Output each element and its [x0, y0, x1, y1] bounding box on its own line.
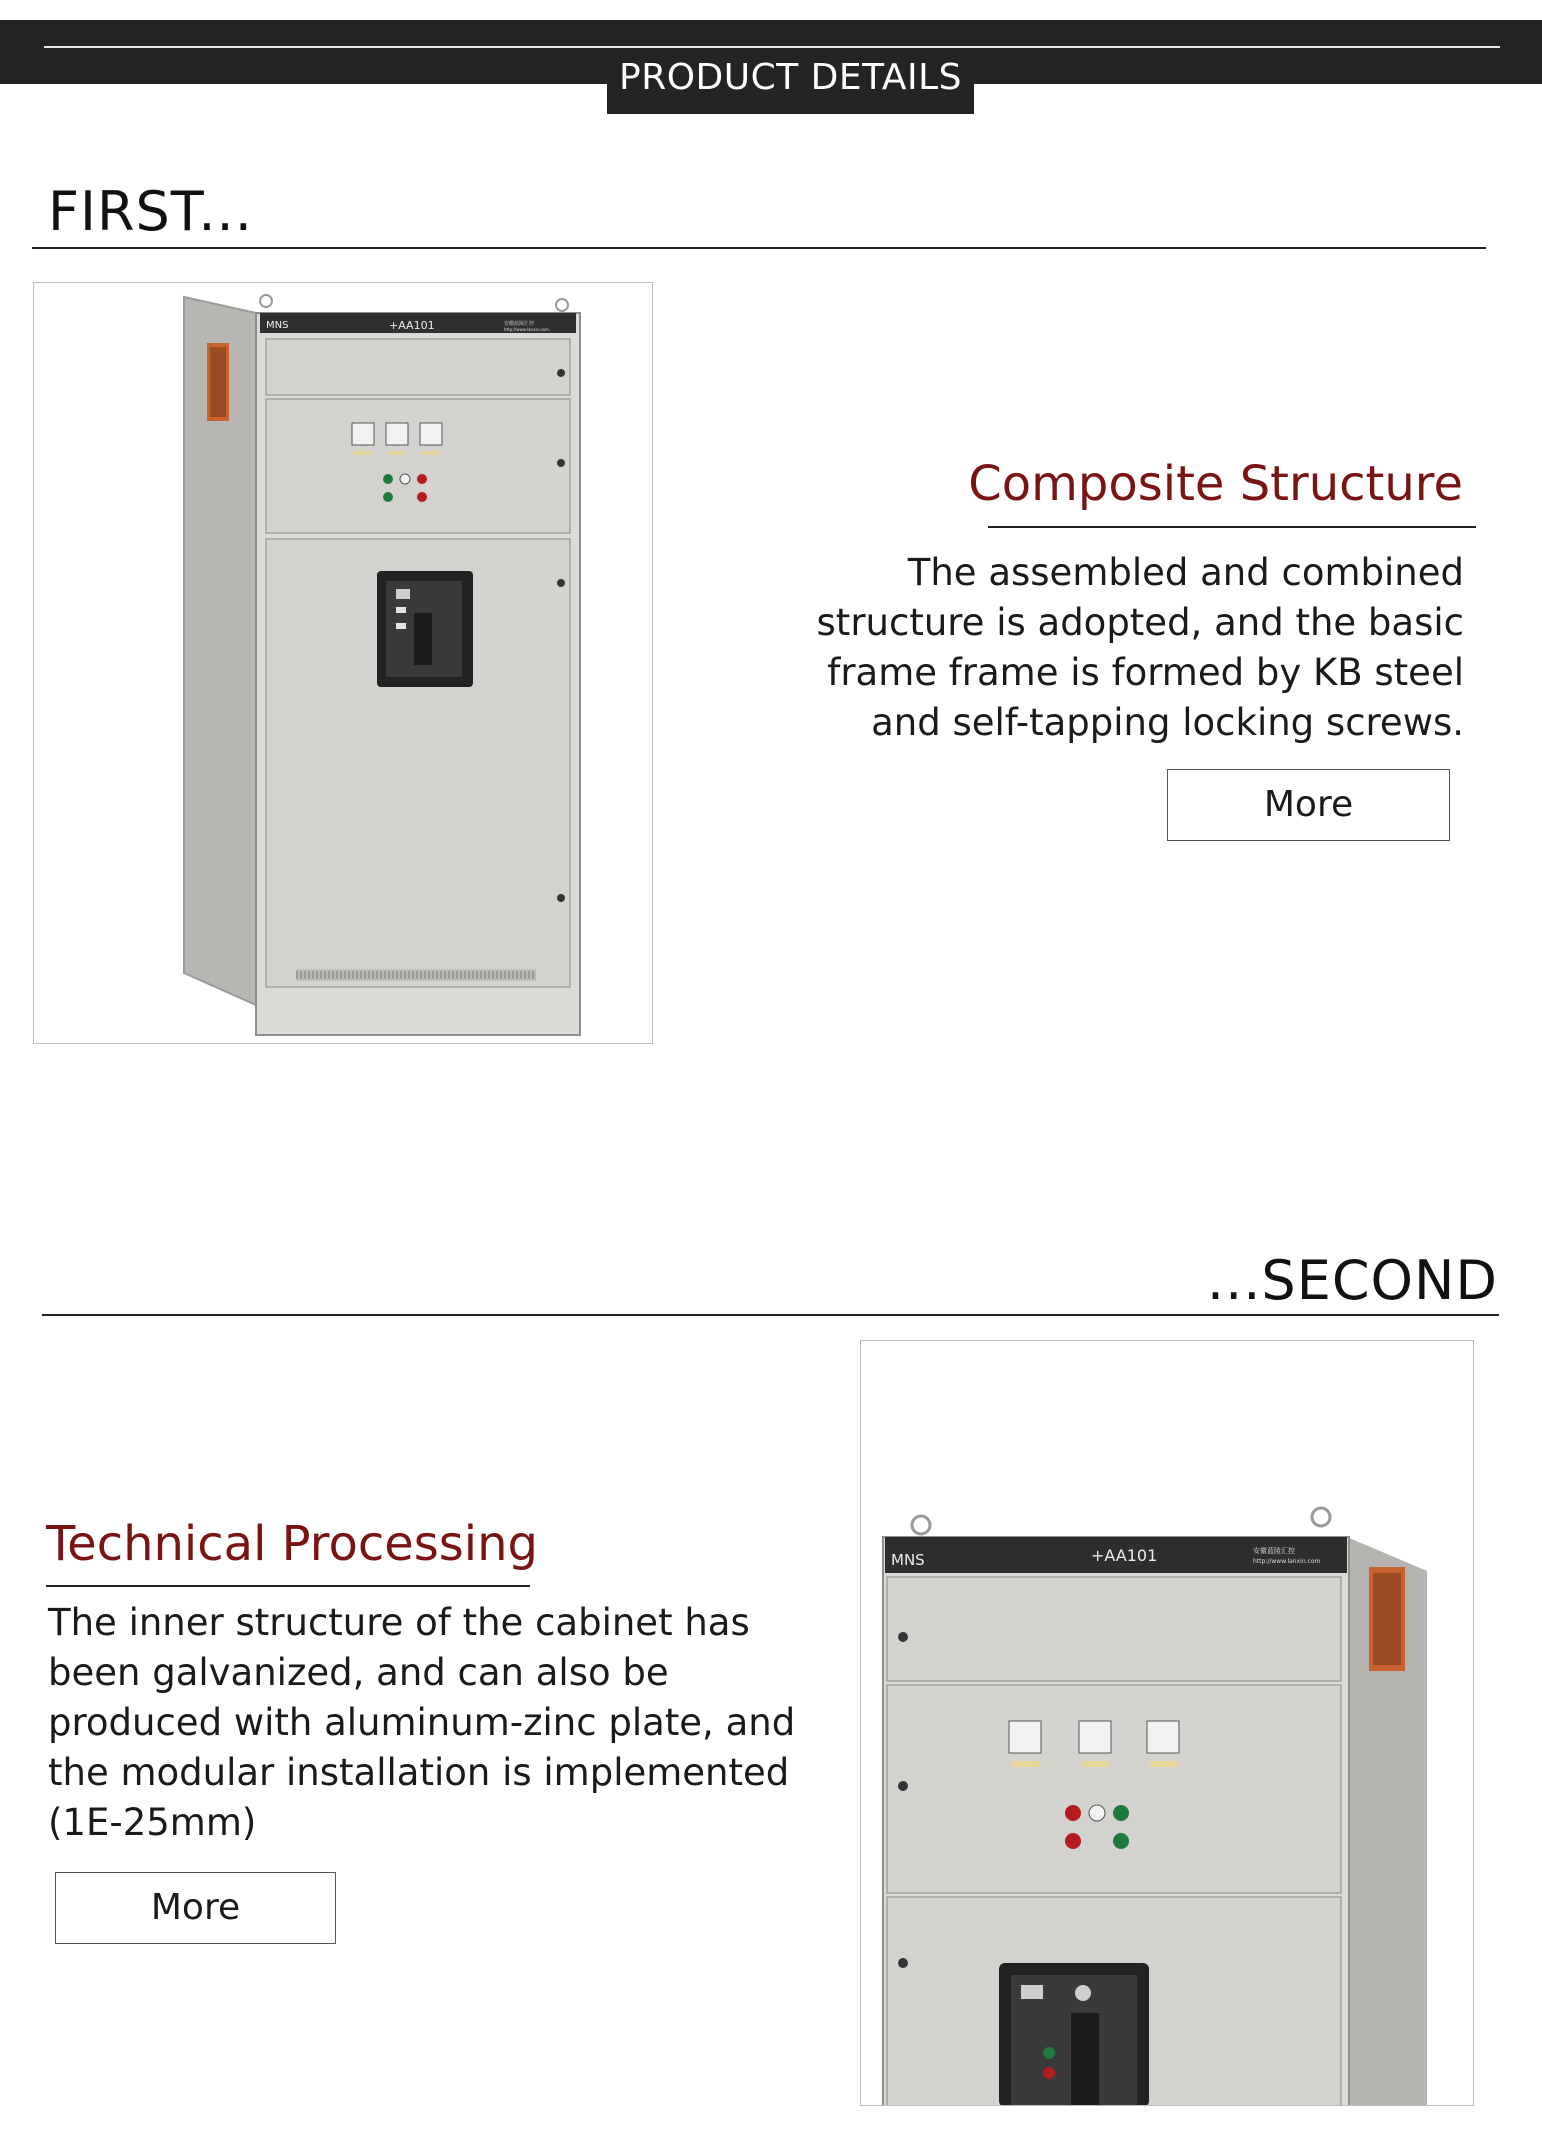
cabinet-maker-label: 安徽蓝陵汇控	[1253, 1547, 1295, 1555]
feature-text-line: and self-tapping locking screws.	[871, 701, 1464, 744]
cabinet-code-label: +AA101	[1091, 1546, 1158, 1565]
more-button-first[interactable]: More	[1167, 769, 1450, 841]
feature-title-composite-structure: Composite Structure	[968, 456, 1463, 512]
product-photo-cabinet	[860, 1340, 1474, 2106]
cabinet-illustration	[34, 283, 653, 1044]
section-heading-second: ...SECOND	[1206, 1249, 1498, 1312]
section-divider	[32, 247, 1486, 249]
product-photo-cabinet	[33, 282, 653, 1044]
feature-text-line: frame frame is formed by KB steel	[827, 651, 1464, 694]
feature-text-line: structure is adopted, and the basic	[816, 601, 1464, 644]
page-title: PRODUCT DETAILS	[607, 50, 974, 114]
header-divider	[44, 46, 1500, 48]
feature-text-line: been galvanized, and can also be	[48, 1651, 669, 1694]
feature-text-line: The assembled and combined	[907, 551, 1464, 594]
feature-description	[48, 1598, 828, 1848]
feature-text-line: (1E-25mm)	[48, 1801, 257, 1844]
feature-text-line: the modular installation is implemented	[48, 1751, 790, 1794]
cabinet-brand-label: MNS	[266, 320, 289, 331]
feature-text-line: The inner structure of the cabinet has	[48, 1601, 750, 1644]
cabinet-brand-label: MNS	[891, 1551, 925, 1569]
cabinet-url-label: http://www.lanxin.com	[504, 327, 549, 332]
feature-text-line: produced with aluminum-zinc plate, and	[48, 1701, 796, 1744]
cabinet-code-label: +AA101	[389, 319, 435, 332]
feature-title-technical-processing: Technical Processing	[46, 1516, 538, 1572]
cabinet-maker-label: 安徽蓝陵汇控	[504, 321, 535, 327]
feature-title-underline	[988, 526, 1476, 528]
more-button-second[interactable]: More	[55, 1872, 336, 1944]
feature-title-underline	[46, 1585, 530, 1587]
section-divider	[42, 1314, 1499, 1316]
cabinet-illustration	[861, 1341, 1474, 2106]
section-heading-first: FIRST...	[48, 180, 253, 243]
feature-description	[790, 548, 1464, 748]
cabinet-url-label: http://www.lanxin.com	[1253, 1558, 1321, 1565]
